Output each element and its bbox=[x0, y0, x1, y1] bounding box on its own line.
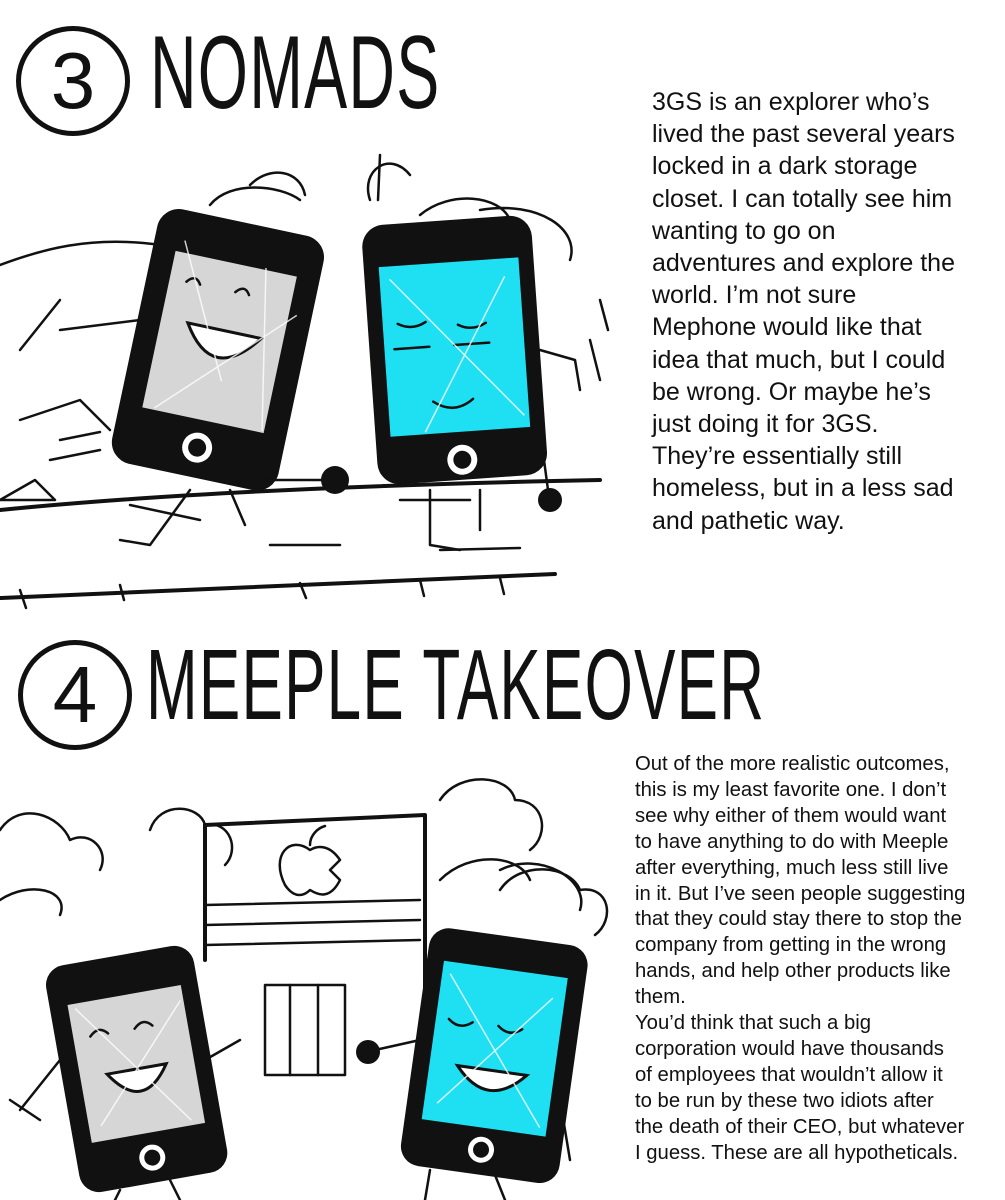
section-4-paragraph: Out of the more realistic outcomes, this is my least favorite one. I don’t see why either of them would want to have anything to do with Meeple after everything, much less still live in it. But I’ve seen people suggesting that they could stay there to stop the company from getting in the wrong hands, and help other products like them. You’d think that such a big corporation would have thousands of employees that wouldn’t allow it to be run by these two idiots after the death of their CEO, but whatever I guess. These are all hypotheticals. bbox=[635, 753, 966, 1164]
apple-logo-icon bbox=[280, 826, 340, 895]
section-4-title: MEEPLE TAKEOVER bbox=[146, 629, 766, 741]
cloud-icon bbox=[0, 813, 103, 870]
section-3-number: 3 bbox=[50, 36, 96, 125]
cloud-icon bbox=[500, 869, 607, 935]
cloud-icon bbox=[150, 809, 232, 865]
cloud-icon bbox=[0, 889, 62, 915]
section-4-number: 4 bbox=[52, 650, 98, 739]
section-3-title: NOMADS bbox=[150, 15, 441, 131]
cloud-icon bbox=[440, 779, 542, 850]
cracked-phone-icon bbox=[398, 926, 590, 1186]
section-3-paragraph: 3GS is an explorer who’s lived the past several years locked in a dark storage closet. I can totally see him wanting to go on adventures and explore the world. I’m not sure Mephone would like that idea that much, but I could be wrong. Or maybe he’s just doing it for 3GS. They’re essentially still homeless, but in a less sad and pathetic way. bbox=[652, 88, 955, 535]
cracked-phone-icon bbox=[43, 943, 231, 1196]
